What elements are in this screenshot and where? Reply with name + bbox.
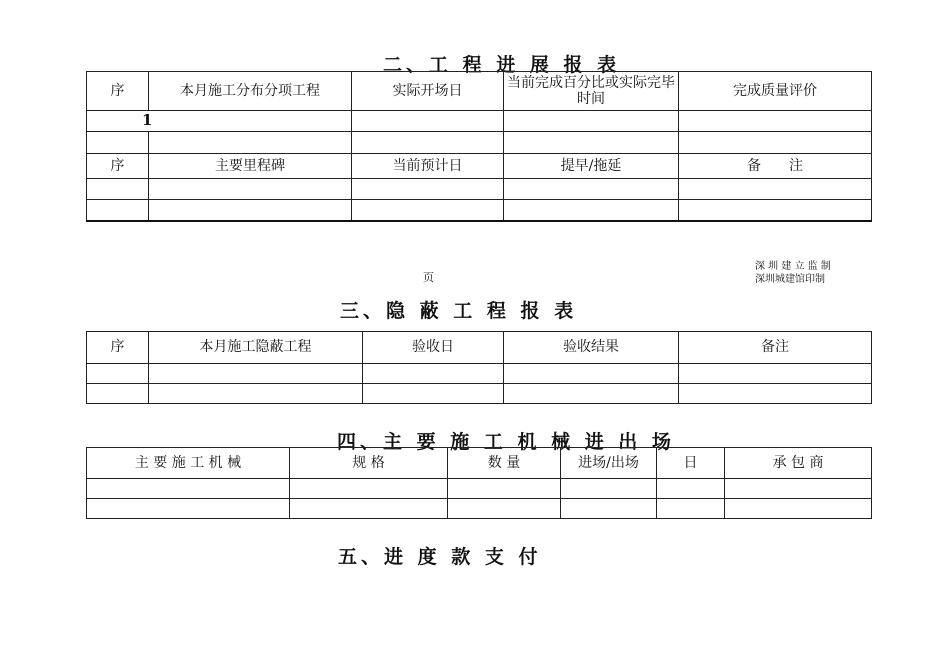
table-cell[interactable] [657,479,725,499]
table-cell[interactable] [290,499,448,519]
table-row [87,499,872,519]
table-cell[interactable] [149,200,352,221]
header-cell: 序 [87,154,149,179]
table-cell[interactable] [725,499,872,519]
header-cell: 当前完成百分比或实际完毕时间 [504,72,679,111]
header-cell: 序 [87,72,149,111]
header-cell: 备 注 [679,154,872,179]
table-row [87,384,872,404]
table-cell[interactable] [352,111,504,132]
header-cell: 实际开场日 [352,72,504,111]
table-row [87,479,872,499]
page-label: 页 [423,271,434,284]
machinery-table [86,447,872,519]
header-cell: 完成质量评价 [679,72,872,111]
header-cell: 提早/拖延 [504,154,679,179]
table-cell[interactable] [561,499,657,519]
table-cell[interactable] [504,111,679,132]
table-cell[interactable] [290,479,448,499]
table-cell[interactable] [87,479,290,499]
header-cell: 验收日 [363,332,504,364]
header-cell: 验收结果 [504,332,679,364]
table-cell[interactable] [149,364,363,384]
header-cell: 进场/出场 [561,448,657,479]
table-cell[interactable] [504,200,679,221]
table-cell[interactable] [352,200,504,221]
header-cell: 序 [87,332,149,364]
table-cell[interactable] [679,364,872,384]
table-cell[interactable] [87,179,149,200]
header-cell: 日 [657,448,725,479]
section5-title: 五、进 度 款 支 付 [338,546,542,568]
progress-table [86,71,872,222]
header-cell: 当前预计日 [352,154,504,179]
table-cell[interactable] [448,499,561,519]
section4-title: 四、主 要 施 工 机 械 进 出 场 [337,431,675,453]
table-cell[interactable] [657,499,725,519]
table-cell[interactable] [504,179,679,200]
header-cell: 本月施工隐蔽工程 [149,332,363,364]
header-cell: 承 包 商 [725,448,872,479]
table-cell[interactable] [448,479,561,499]
table-cell[interactable] [87,384,149,404]
header-cell: 主要里程碑 [149,154,352,179]
table-cell[interactable] [679,179,872,200]
table-cell[interactable] [149,179,352,200]
table-row [87,132,872,154]
table-header-row [87,332,872,364]
header-cell: 规 格 [290,448,448,479]
table-header-row [87,448,872,479]
table-row [87,364,872,384]
table-cell[interactable] [87,499,290,519]
table-cell[interactable] [504,364,679,384]
table-cell[interactable] [87,200,149,221]
table-cell[interactable] [504,132,679,154]
table-cell[interactable] [87,132,149,154]
table-cell[interactable] [504,384,679,404]
table-header-row [87,72,872,111]
header-cell: 主 要 施 工 机 械 [87,448,290,479]
section3-title: 三、隐 蔽 工 程 报 表 [340,300,578,322]
table-cell[interactable] [561,479,657,499]
header-cell: 备注 [679,332,872,364]
table-cell[interactable] [679,384,872,404]
table-row [87,111,872,132]
table-cell[interactable] [679,132,872,154]
table-cell[interactable] [149,384,363,404]
table-cell[interactable] [87,364,149,384]
table-cell[interactable] [363,384,504,404]
table-row [87,179,872,200]
table-cell[interactable] [679,111,872,132]
footer-line1: 深 圳 建 立 监 制 [755,261,831,272]
table-cell[interactable] [149,132,352,154]
row-number: 1 [87,111,352,132]
table-cell[interactable] [352,179,504,200]
header-cell: 本月施工分布分项工程 [149,72,352,111]
footer-line2: 深圳城建馆印制 [755,274,825,285]
table-row [87,200,872,221]
section2-title: 二、工 程 进 展 报 表 [383,54,621,76]
concealed-works-table [86,331,872,404]
header-cell: 数 量 [448,448,561,479]
milestone-header-row [87,154,872,179]
table-cell[interactable] [725,479,872,499]
table-cell[interactable] [352,132,504,154]
table-cell[interactable] [679,200,872,221]
table-cell[interactable] [363,364,504,384]
